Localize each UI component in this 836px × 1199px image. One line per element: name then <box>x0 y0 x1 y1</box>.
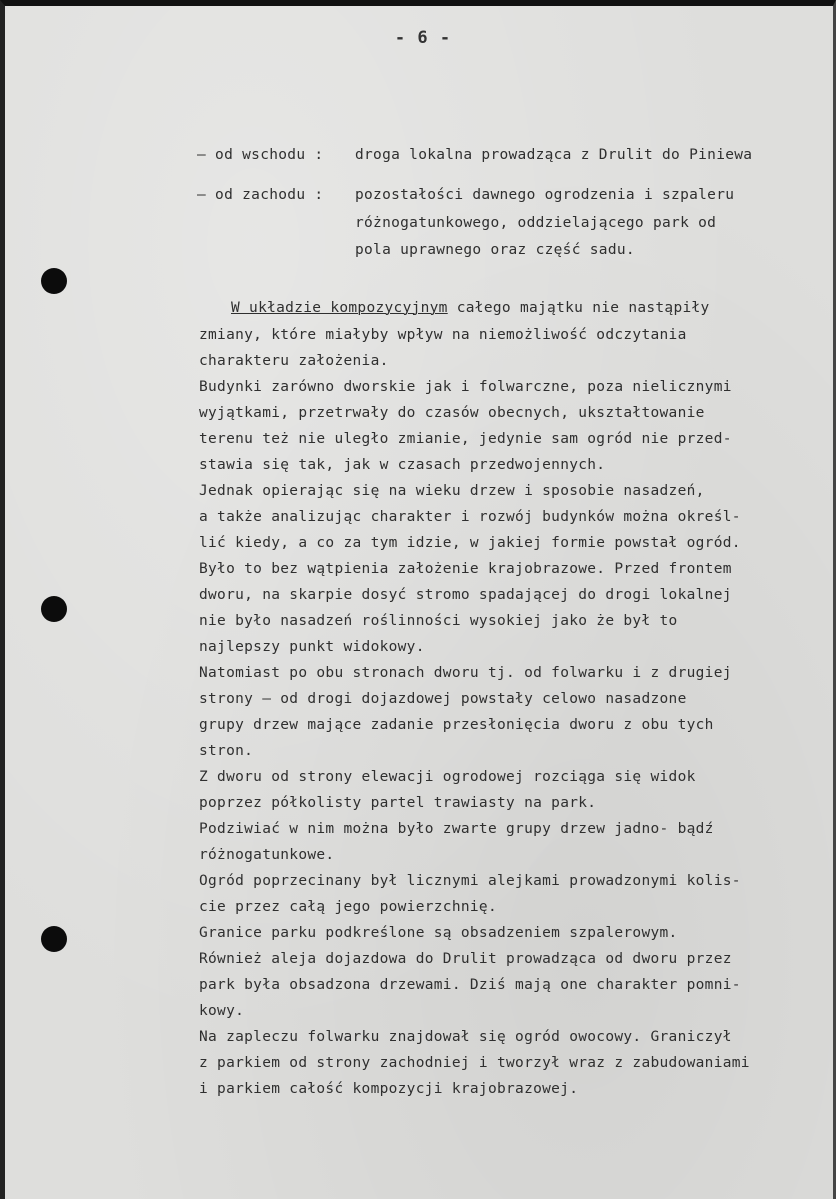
body-line: Ogród poprzecinany był licznymi alejkami prowadzonymi kolis- <box>199 873 741 889</box>
body-line: kowy. <box>199 1003 245 1019</box>
body-line: charakteru założenia. <box>199 353 389 369</box>
body-line: wyjątkami, przetrwały do czasów obecnych, ukształtowanie <box>199 405 705 421</box>
body-line: lić kiedy, a co za tym idzie, w jakiej formie powstał ogród. <box>199 535 741 551</box>
body-line: i parkiem całość kompozycji krajobrazowej. <box>199 1081 579 1097</box>
body-line: stron. <box>199 743 254 759</box>
boundary-west-line: pozostałości dawnego ogrodzenia i szpaleru <box>355 187 735 203</box>
body-line: Z dworu od strony elewacji ogrodowej rozciąga się widok <box>199 769 696 785</box>
body-line: Było to bez wątpienia założenie krajobrazowe. Przed frontem <box>199 561 732 577</box>
body-line: zmiany, które miałyby wpływ na niemożliwość odczytania <box>199 327 687 343</box>
body-line: Jednak opierając się na wieku drzew i sposobie nasadzeń, <box>199 483 705 499</box>
body-line: dworu, na skarpie dosyć stromo spadającej do drogi lokalnej <box>199 587 732 603</box>
boundary-west-line: pola uprawnego oraz część sadu. <box>355 242 635 258</box>
boundary-east-label: – od wschodu : <box>197 147 324 163</box>
boundary-west-line: różnogatunkowego, oddzielającego park od <box>355 215 717 231</box>
body-line: Granice parku podkreślone są obsadzeniem szpalerowym. <box>199 925 678 941</box>
punch-hole <box>41 926 67 952</box>
body-line: a także analizując charakter i rozwój budynków można określ- <box>199 509 741 525</box>
punch-hole <box>41 596 67 622</box>
body-line: cie przez całą jego powierzchnię. <box>199 899 497 915</box>
body-line: Natomiast po obu stronach dworu tj. od folwarku i z drugiej <box>199 665 732 681</box>
punch-hole <box>41 268 67 294</box>
body-line: najlepszy punkt widokowy. <box>199 639 425 655</box>
boundary-west-label: – od zachodu : <box>197 187 324 203</box>
body-line: strony – od drogi dojazdowej powstały celowo nasadzone <box>199 691 687 707</box>
page-number: - 6 - <box>394 28 452 48</box>
body-line: terenu też nie uległo zmianie, jedynie sam ogród nie przed- <box>199 431 732 447</box>
intro-rest-text: całego majątku nie nastąpiły <box>447 300 710 316</box>
body-line: park była obsadzona drzewami. Dziś mają one charakter pomni- <box>199 977 741 993</box>
boundary-east-text: droga lokalna prowadząca z Drulit do Piniewa <box>355 147 753 163</box>
body-line: różnogatunkowe. <box>199 847 335 863</box>
body-line: stawia się tak, jak w czasach przedwojennych. <box>199 457 606 473</box>
body-line: Również aleja dojazdowa do Drulit prowadząca od dworu przez <box>199 951 732 967</box>
body-line: z parkiem od strony zachodniej i tworzył wraz z zabudowaniami <box>199 1055 750 1071</box>
body-line: Na zapleczu folwarku znajdował się ogród owocowy. Graniczył <box>199 1029 732 1045</box>
body-line: Budynki zarówno dworskie jak i folwarczne, poza nielicznymi <box>199 379 732 395</box>
body-line: nie było nasadzeń roślinności wysokiej jako że był to <box>199 613 678 629</box>
body-line: poprzez półkolisty partel trawiasty na park. <box>199 795 597 811</box>
intro-underlined-text: W układzie kompozycyjnym <box>231 300 448 316</box>
body-line: grupy drzew mające zadanie przesłonięcia dworu z obu tych <box>199 717 714 733</box>
paragraph-intro <box>231 299 710 317</box>
body-line: Podziwiać w nim można było zwarte grupy drzew jadno- bądź <box>199 821 714 837</box>
